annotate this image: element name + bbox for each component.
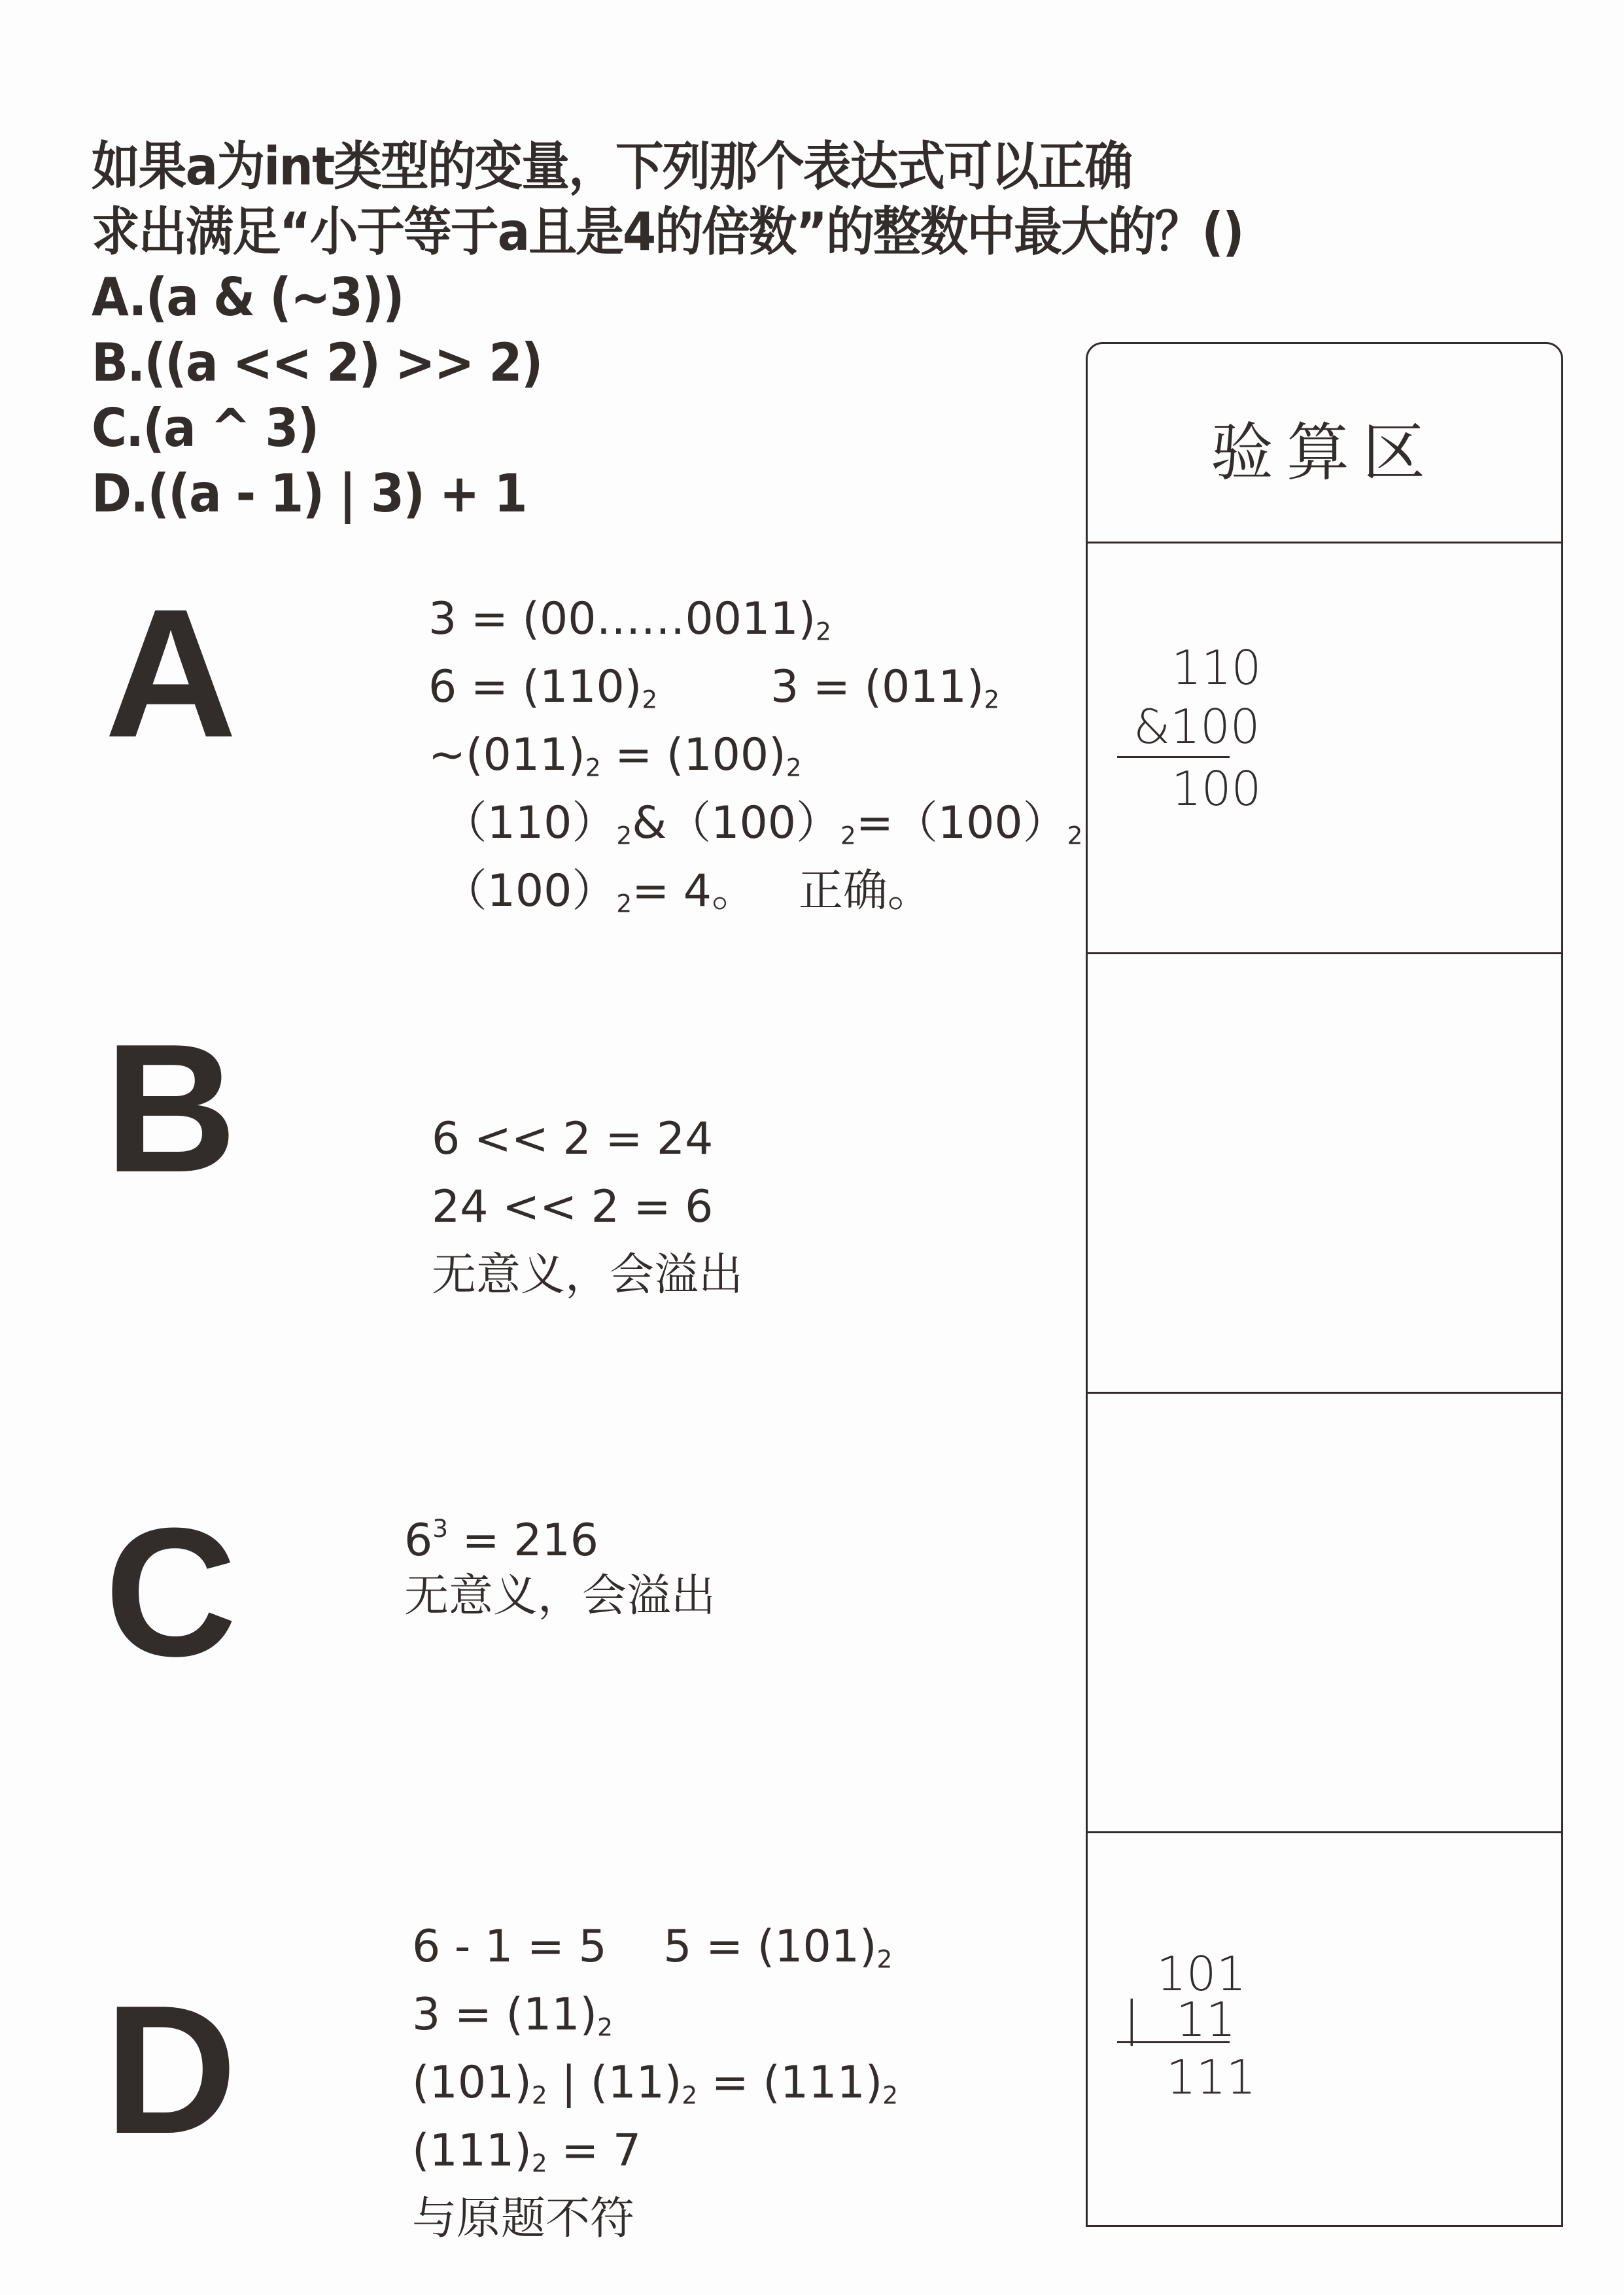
calc-d-row1: 101 [1156, 1946, 1247, 2001]
calc-d-op: | [1124, 1991, 1140, 2046]
answer-letter-c: C [105, 1491, 237, 1695]
answer-letter-d: D [105, 1968, 237, 2172]
option-b: B.((a << 2) >> 2) [92, 332, 542, 393]
work-a [428, 585, 1082, 925]
calc-a-row1: 110 [1171, 640, 1262, 695]
work-b-line-2: 24 << 2 = 6 [432, 1181, 714, 1233]
question-line-2: 求出满足“小于等于a且是4的倍数”的整数中最大的？() [92, 201, 1243, 262]
option-a: A.(a & (~3)) [92, 267, 404, 328]
calc-d-row2: 11 [1176, 1992, 1236, 2047]
divider-c-d [1088, 1831, 1561, 1833]
work-d-line-1: 6 - 1 = 5 $5 = (101)_2$ [412, 1921, 893, 1974]
option-c: C.(a ^ 3) [92, 398, 319, 458]
answer-letter-a: A [105, 572, 237, 776]
work-a-line-4: $(110)_2\&(100)_2=(100)_2$ [428, 797, 1083, 850]
divider-b-c [1088, 1392, 1561, 1394]
work-b-line-3: 无意义，会溢出 [432, 1249, 744, 1301]
calc-d-result: 111 [1166, 2050, 1256, 2105]
scratch-panel [1086, 342, 1563, 2227]
question-line-1: 如果a为int类型的变量，下列那个表达式可以正确 [92, 136, 1132, 197]
work-c [404, 1494, 716, 1631]
divider-a-b [1088, 952, 1561, 954]
work-c-line-1: $6^3 = 216$ [404, 1514, 599, 1567]
scratch-title: 验算区 [1211, 416, 1438, 489]
work-a-line-3: $\sim(011)_2 = (100)_2$ [428, 729, 802, 782]
work-b-line-1: 6 << 2 = 24 [432, 1113, 714, 1165]
work-a-line-2: $6 = (110)_2$ $3 = (011)_2$ [428, 661, 1000, 714]
calc-a-row2: &100 [1133, 699, 1260, 754]
calc-d-rule [1117, 2041, 1230, 2043]
work-d-line-3: $(101)_2$ | $(11)_2 = (111)_2$ [412, 2057, 899, 2110]
work-c-line-2: 无意义，会溢出 [404, 1570, 716, 1622]
work-d [412, 1913, 898, 2253]
calc-a-result: 100 [1171, 761, 1262, 816]
work-d-line-2: $3 = (11)_2$ [412, 1989, 613, 2042]
work-d-line-4: $(111)_2 = 7$ [412, 2125, 642, 2178]
work-b [432, 1105, 743, 1309]
work-d-line-5: 与原题不符 [412, 2193, 635, 2245]
work-a-line-5: $(100)_2= 4$。 正确。 [428, 865, 932, 918]
work-a-line-1: $3 = (00\dots\dots 0011)_2$ [428, 593, 831, 646]
divider-header [1088, 542, 1561, 544]
option-d: D.((a - 1) | 3) + 1 [92, 463, 527, 524]
calc-a-rule [1117, 756, 1230, 758]
answer-letter-b: B [105, 1007, 237, 1211]
